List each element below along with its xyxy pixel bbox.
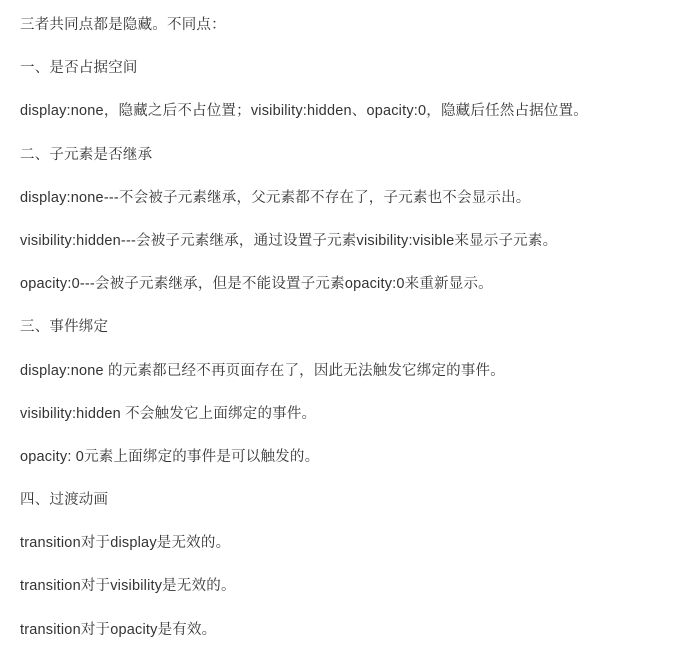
section-heading: 一、是否占据空间 [20,60,138,77]
section-heading: 三、事件绑定 [20,319,109,336]
section-paragraph: visibility:hidden 不会触发它上面绑定的事件。 [20,405,317,422]
section-paragraph: opacity:0---会被子元素继承，但是不能设置子元素opacity:0来重新显示。 [20,276,493,293]
section-paragraph: transition对于opacity是有效。 [20,621,217,638]
section-2 [20,144,678,297]
section-paragraph: visibility:hidden---会被子元素继承，通过设置子元素visibility:visible来显示子元素。 [20,232,558,249]
section-paragraph: display:none---不会被子元素继承，父元素都不存在了，子元素也不会显示出。 [20,189,531,206]
section-1 [20,57,678,123]
section-heading: 四、过渡动画 [20,492,109,509]
section-paragraph: opacity: 0元素上面绑定的事件是可以触发的。 [20,448,320,465]
section-4 [20,489,678,642]
section-3 [20,316,678,469]
section-paragraph: display:none 的元素都已经不再页面存在了，因此无法触发它绑定的事件。 [20,362,505,379]
section-paragraph: transition对于visibility是无效的。 [20,578,236,595]
section-heading: 二、子元素是否继承 [20,146,153,163]
intro-paragraph: 三者共同点都是隐藏。不同点： [20,17,226,33]
section-paragraph: display:none，隐藏之后不占位置；visibility:hidden、opacity:0，隐藏后任然占据位置。 [20,103,588,120]
section-paragraph: transition对于display是无效的。 [20,535,231,552]
